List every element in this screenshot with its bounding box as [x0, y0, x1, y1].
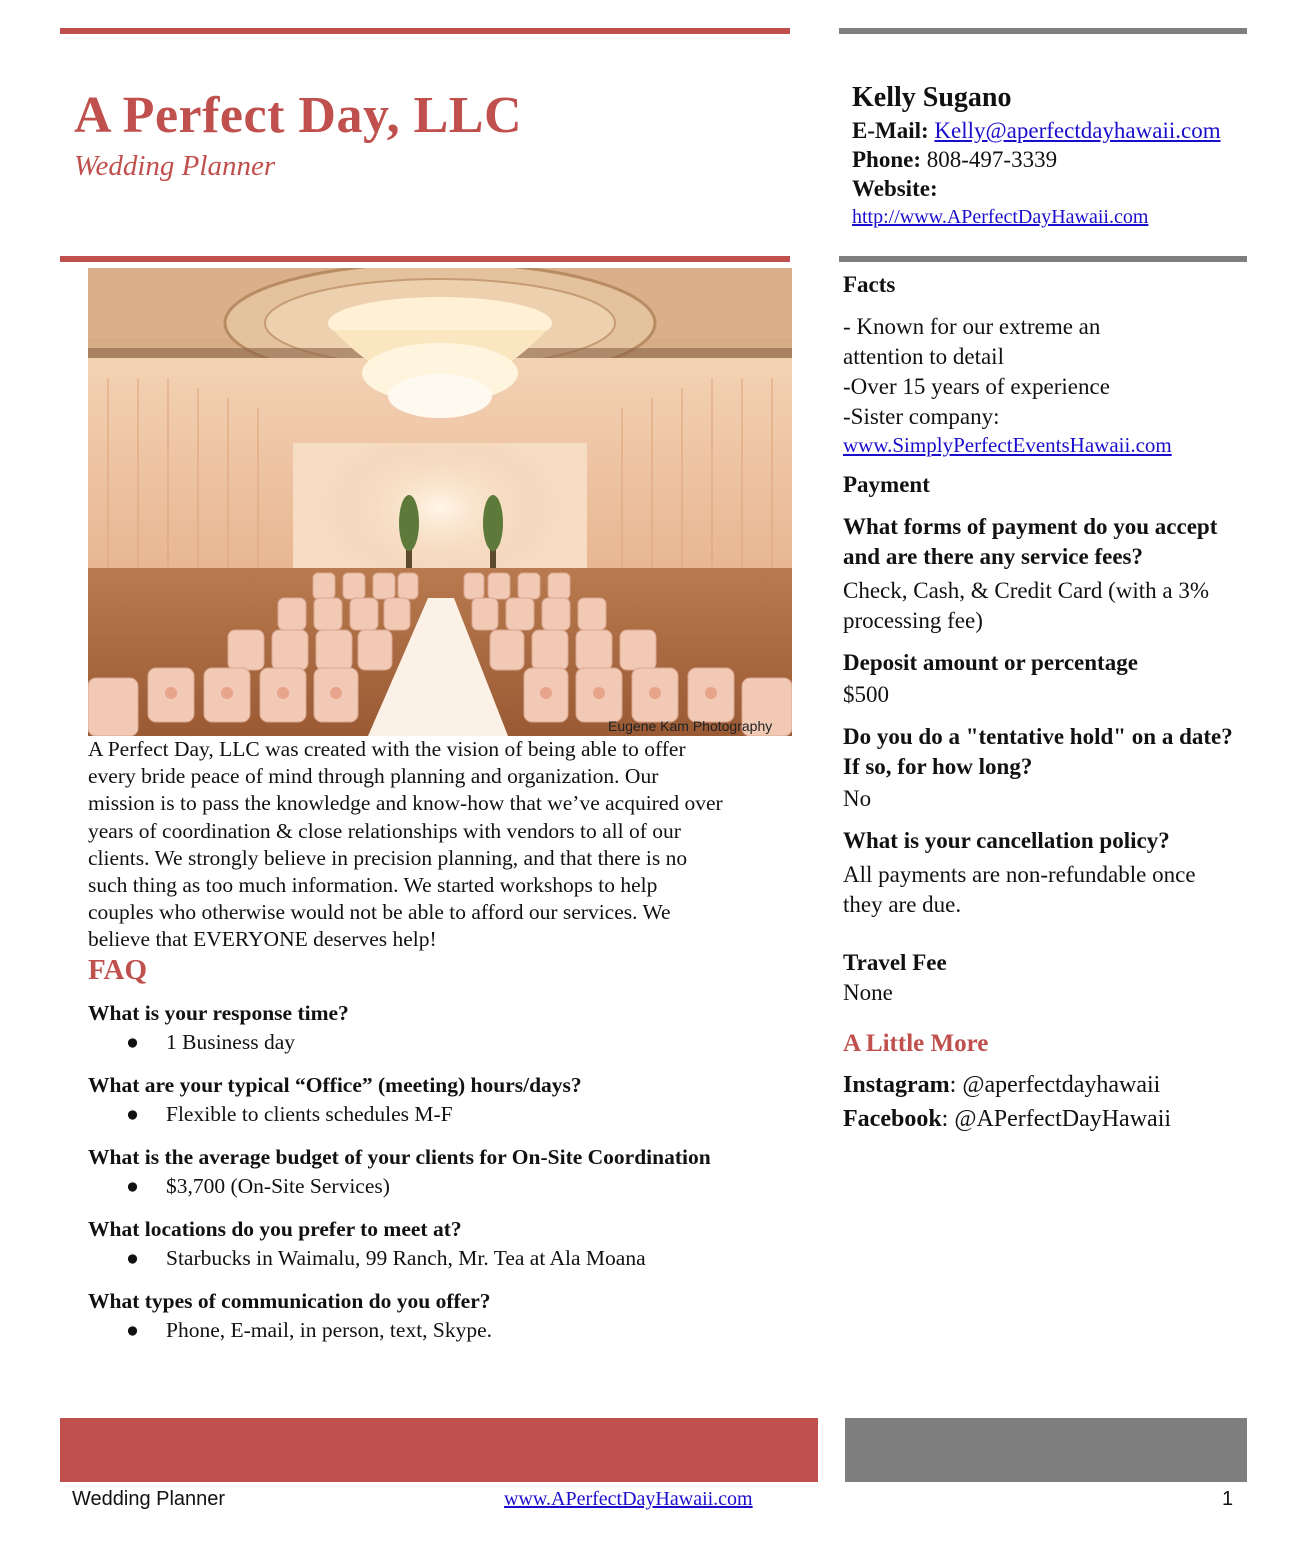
faq-question: What are your typical “Office” (meeting) hours/days? [88, 1073, 582, 1097]
about-line: believe that EVERYONE deserves help! [88, 927, 437, 952]
hold-question: Do you do a "tentative hold" on a date? If so, for how long? [843, 724, 1233, 779]
facts-heading: Facts [843, 272, 896, 297]
faq-answer-text: Phone, E-mail, in person, text, Skype. [166, 1318, 493, 1342]
footer-label: Wedding Planner [72, 1488, 226, 1510]
faq-list [88, 998, 808, 1358]
fact-line: attention to detail [843, 344, 1004, 369]
footer-bar-right [845, 1418, 1247, 1482]
cancellation-answer: All payments are non-refundable once they are due. [843, 862, 1196, 917]
phone-row [852, 145, 1252, 174]
ballroom-illustration [88, 268, 792, 736]
ballroom-photo [88, 268, 792, 736]
deposit-question: Deposit amount or percentage [843, 650, 1138, 675]
website-label: Website: [852, 176, 938, 201]
email-link[interactable]: Kelly@aperfectdayhawaii.com [934, 118, 1221, 143]
faq-question: What is the average budget of your clients for On-Site Coordination [88, 1145, 711, 1169]
about-line: such thing as too much information. We started workshops to help [88, 873, 658, 898]
company-name: A Perfect Day, LLC [74, 87, 523, 144]
travel-fee-value: None [843, 980, 893, 1005]
top-rule-right [839, 28, 1247, 34]
faq-item [88, 1286, 808, 1344]
instagram-sep: : [949, 1072, 963, 1098]
faq-item [88, 1142, 808, 1200]
facebook-handle: @APerfectDayHawaii [954, 1106, 1172, 1132]
mid-rule-left [60, 256, 790, 262]
about-paragraph [88, 736, 792, 954]
a-little-more-heading: A Little More [843, 1030, 989, 1057]
bullet-icon: ● [126, 1318, 139, 1342]
phone-value: 808-497-3339 [926, 147, 1058, 172]
faq-question: What is your response time? [88, 1001, 349, 1025]
about-line: years of coordination & close relationships with vendors to all of our [88, 818, 681, 843]
fact-line: - Known for our extreme an [843, 314, 1101, 339]
footer-bar-left [60, 1418, 818, 1482]
faq-answer [88, 1244, 808, 1272]
website-row-link [852, 203, 1252, 232]
about-line: A Perfect Day, LLC was created with the vision of being able to offer [88, 737, 686, 761]
faq-answer [88, 1100, 808, 1128]
bullet-icon: ● [126, 1102, 139, 1126]
facebook-label: Facebook [843, 1106, 942, 1132]
about-line: couples who otherwise would not be able to afford our services. We [88, 900, 671, 925]
faq-item [88, 1214, 808, 1272]
payment-answer: Check, Cash, & Credit Card (with a 3% processing fee) [843, 578, 1210, 633]
sister-company-link[interactable]: www.SimplyPerfectEventsHawaii.com [843, 433, 1172, 457]
about-line: mission is to pass the knowledge and know-how that we’ve acquired over [88, 791, 723, 816]
instagram-label: Instagram [843, 1072, 950, 1098]
faq-answer-text: 1 Business day [166, 1030, 295, 1054]
bullet-icon: ● [126, 1030, 139, 1054]
faq-item [88, 1070, 808, 1128]
top-rule-left [60, 28, 790, 34]
instagram-handle: @aperfectdayhawaii [962, 1072, 1161, 1098]
sidebar [843, 268, 1233, 1136]
faq-heading: FAQ [88, 954, 148, 986]
faq-answer [88, 1028, 808, 1056]
email-row [852, 116, 1252, 145]
facts-list [843, 312, 1233, 458]
payment-heading: Payment [843, 472, 930, 497]
page-number: 1 [1222, 1488, 1234, 1510]
contact-block [852, 80, 1252, 232]
mid-rule-right [839, 256, 1247, 262]
travel-fee-heading: Travel Fee [843, 950, 947, 975]
hold-answer: No [843, 786, 872, 811]
website-row [852, 174, 1252, 203]
payment-question: What forms of payment do you accept and are there any service fees? [843, 514, 1218, 569]
fact-line: -Sister company: [843, 404, 1000, 429]
cancellation-question: What is your cancellation policy? [843, 828, 1170, 853]
tagline: Wedding Planner [74, 150, 276, 182]
bullet-icon: ● [126, 1174, 139, 1198]
faq-answer [88, 1316, 808, 1344]
facebook-sep: : [941, 1106, 955, 1132]
contact-name: Kelly Sugano [852, 82, 1012, 113]
faq-answer-text: $3,700 (On-Site Services) [166, 1174, 390, 1198]
website-link[interactable]: http://www.APerfectDayHawaii.com [852, 206, 1149, 228]
faq-question: What types of communication do you offer? [88, 1289, 491, 1313]
instagram-row [843, 1068, 1233, 1102]
email-label: E-Mail: [852, 118, 929, 143]
faq-answer-text: Flexible to clients schedules M-F [166, 1102, 453, 1126]
faq-item [88, 998, 808, 1056]
faq-answer [88, 1172, 808, 1200]
footer-website-link[interactable]: www.APerfectDayHawaii.com [504, 1488, 753, 1510]
faq-answer-text: Starbucks in Waimalu, 99 Ranch, Mr. Tea at Ala Moana [166, 1246, 646, 1270]
photo-credit: Eugene Kam Photography [608, 718, 773, 734]
deposit-answer: $500 [843, 682, 889, 707]
fact-line: -Over 15 years of experience [843, 374, 1110, 399]
about-line: every bride peace of mind through planning and organization. Our [88, 764, 659, 789]
phone-label: Phone: [852, 147, 921, 172]
about-line: clients. We strongly believe in precision planning, and that there is no [88, 845, 688, 870]
faq-question: What locations do you prefer to meet at? [88, 1217, 462, 1241]
bullet-icon: ● [126, 1246, 139, 1270]
facebook-row [843, 1102, 1233, 1136]
